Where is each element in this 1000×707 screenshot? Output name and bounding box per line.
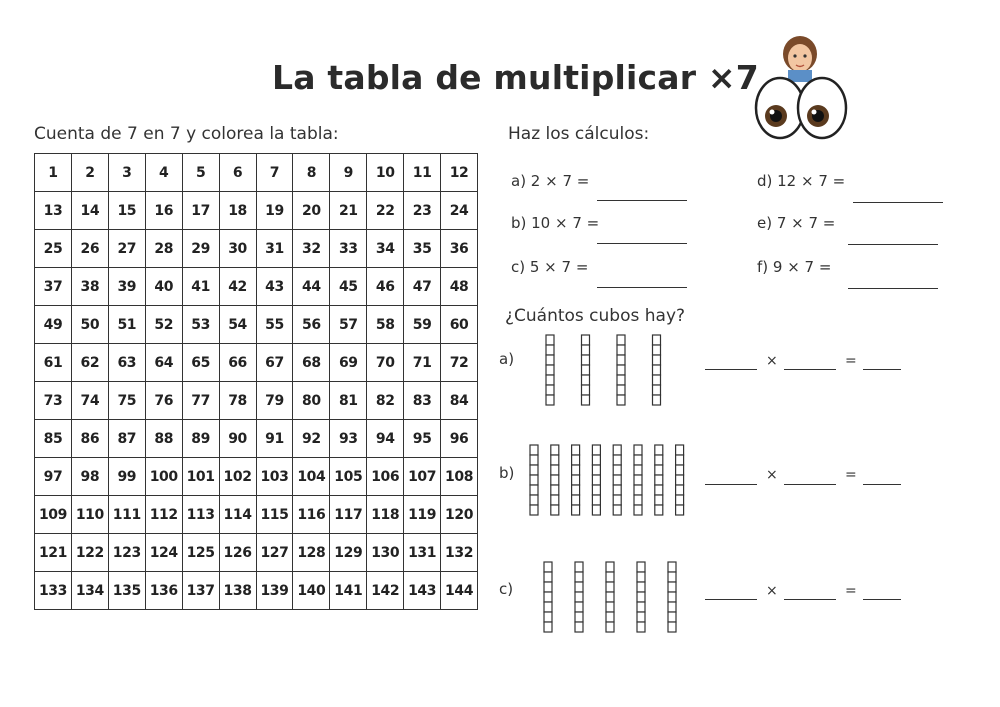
cube bbox=[546, 365, 554, 375]
page-title: La tabla de multiplicar ×7 bbox=[272, 58, 759, 97]
grid-cell[interactable]: 107 bbox=[404, 458, 441, 496]
cube bbox=[530, 485, 538, 495]
cube bbox=[676, 455, 684, 465]
grid-cell[interactable]: 30 bbox=[220, 230, 257, 268]
cube bbox=[613, 475, 621, 485]
cube bbox=[530, 475, 538, 485]
cube bbox=[575, 602, 583, 612]
grid-cell[interactable]: 61 bbox=[35, 344, 72, 382]
cube bbox=[653, 355, 661, 365]
cube bbox=[637, 612, 645, 622]
cube bbox=[637, 562, 645, 572]
grid-cell[interactable]: 101 bbox=[183, 458, 220, 496]
grid-cell[interactable]: 94 bbox=[367, 420, 404, 458]
cube bbox=[668, 592, 676, 602]
grid-cell[interactable]: 47 bbox=[404, 268, 441, 306]
grid-cell[interactable]: 82 bbox=[367, 382, 404, 420]
grid-cell[interactable]: 22 bbox=[367, 192, 404, 230]
cube bbox=[617, 385, 625, 395]
cube bbox=[551, 505, 559, 515]
grid-cell[interactable]: 133 bbox=[35, 572, 72, 610]
cube bbox=[606, 592, 614, 602]
grid-cell[interactable]: 49 bbox=[35, 306, 72, 344]
cube bbox=[546, 395, 554, 405]
cube bbox=[544, 622, 552, 632]
grid-cell[interactable]: 83 bbox=[404, 382, 441, 420]
cube bbox=[613, 495, 621, 505]
grid-cell[interactable]: 114 bbox=[220, 496, 257, 534]
grid-cell[interactable]: 131 bbox=[404, 534, 441, 572]
cube bbox=[653, 345, 661, 355]
cube bbox=[530, 455, 538, 465]
cube bbox=[653, 365, 661, 375]
grid-cell[interactable]: 23 bbox=[404, 192, 441, 230]
grid-cell[interactable]: 39 bbox=[109, 268, 146, 306]
grid-cell[interactable]: 103 bbox=[257, 458, 294, 496]
grid-cell[interactable]: 71 bbox=[404, 344, 441, 382]
cube bbox=[551, 495, 559, 505]
grid-cell[interactable]: 12 bbox=[441, 154, 478, 192]
cube bbox=[546, 355, 554, 365]
grid-cell[interactable]: 36 bbox=[441, 230, 478, 268]
equals-sign-b: = bbox=[845, 467, 857, 483]
cube bbox=[637, 622, 645, 632]
grid-cell[interactable]: 68 bbox=[293, 344, 330, 382]
grid-cell[interactable]: 40 bbox=[146, 268, 183, 306]
grid-cell[interactable]: 63 bbox=[109, 344, 146, 382]
grid-cell[interactable]: 31 bbox=[257, 230, 294, 268]
cube bbox=[634, 455, 642, 465]
grid-cell[interactable]: 6 bbox=[220, 154, 257, 192]
grid-cell[interactable]: 35 bbox=[404, 230, 441, 268]
cube bbox=[530, 495, 538, 505]
grid-cell[interactable]: 43 bbox=[257, 268, 294, 306]
cube bbox=[544, 602, 552, 612]
grid-cell[interactable]: 9 bbox=[330, 154, 367, 192]
cube bbox=[606, 602, 614, 612]
grid-cell[interactable]: 136 bbox=[146, 572, 183, 610]
cube bbox=[546, 375, 554, 385]
grid-cell[interactable]: 69 bbox=[330, 344, 367, 382]
cube bbox=[655, 445, 663, 455]
grid-cell[interactable]: 32 bbox=[293, 230, 330, 268]
grid-cell[interactable]: 54 bbox=[220, 306, 257, 344]
cube bbox=[668, 602, 676, 612]
cube bbox=[606, 612, 614, 622]
cube bbox=[544, 572, 552, 582]
grid-cell[interactable]: 110 bbox=[72, 496, 109, 534]
grid-cell[interactable]: 26 bbox=[72, 230, 109, 268]
grid-cell[interactable]: 135 bbox=[109, 572, 146, 610]
cube bbox=[551, 485, 559, 495]
times-sign-b: × bbox=[766, 467, 778, 483]
grid-cell[interactable]: 29 bbox=[183, 230, 220, 268]
grid-cell[interactable]: 102 bbox=[220, 458, 257, 496]
blank-b-1[interactable] bbox=[705, 484, 757, 485]
grid-cell[interactable]: 21 bbox=[330, 192, 367, 230]
grid-cell[interactable]: 73 bbox=[35, 382, 72, 420]
grid-cell[interactable]: 4 bbox=[146, 154, 183, 192]
cube bbox=[617, 375, 625, 385]
cube bbox=[572, 445, 580, 455]
cube bbox=[655, 455, 663, 465]
grid-cell[interactable]: 132 bbox=[441, 534, 478, 572]
cube bbox=[546, 345, 554, 355]
cube bbox=[592, 475, 600, 485]
grid-cell[interactable]: 65 bbox=[183, 344, 220, 382]
grid-cell[interactable]: 17 bbox=[183, 192, 220, 230]
grid-cell[interactable]: 97 bbox=[35, 458, 72, 496]
blank-a-2[interactable] bbox=[784, 369, 836, 370]
grid-cell[interactable]: 13 bbox=[35, 192, 72, 230]
grid-cell[interactable]: 89 bbox=[183, 420, 220, 458]
cube-row-label-b: b) bbox=[499, 464, 515, 482]
cube bbox=[668, 612, 676, 622]
grid-cell[interactable]: 11 bbox=[404, 154, 441, 192]
cube bbox=[676, 465, 684, 475]
grid-cell[interactable]: 113 bbox=[183, 496, 220, 534]
cube bbox=[637, 592, 645, 602]
grid-cell[interactable]: 34 bbox=[367, 230, 404, 268]
cube bbox=[676, 505, 684, 515]
cube bbox=[676, 445, 684, 455]
grid-cell[interactable]: 99 bbox=[109, 458, 146, 496]
grid-cell[interactable]: 115 bbox=[257, 496, 294, 534]
grid-cell[interactable]: 10 bbox=[367, 154, 404, 192]
problem-d: d) 12 × 7 = bbox=[757, 172, 846, 190]
grid-cell[interactable]: 66 bbox=[220, 344, 257, 382]
cube bbox=[575, 572, 583, 582]
cube bbox=[551, 475, 559, 485]
cube bbox=[653, 385, 661, 395]
cube bbox=[582, 355, 590, 365]
grid-cell[interactable]: 80 bbox=[293, 382, 330, 420]
times-sign-a: × bbox=[766, 353, 778, 369]
cube bbox=[544, 582, 552, 592]
cube bbox=[668, 622, 676, 632]
cube bbox=[655, 495, 663, 505]
grid-cell[interactable]: 41 bbox=[183, 268, 220, 306]
grid-cell[interactable]: 75 bbox=[109, 382, 146, 420]
grid-cell[interactable]: 72 bbox=[441, 344, 478, 382]
cube bbox=[572, 495, 580, 505]
cube bbox=[634, 495, 642, 505]
cube bbox=[572, 455, 580, 465]
grid-cell[interactable]: 37 bbox=[35, 268, 72, 306]
problem-a: a) 2 × 7 = bbox=[511, 172, 590, 190]
cube bbox=[575, 612, 583, 622]
grid-cell[interactable]: 33 bbox=[330, 230, 367, 268]
cube bbox=[592, 445, 600, 455]
grid-cell[interactable]: 14 bbox=[72, 192, 109, 230]
cube bbox=[582, 385, 590, 395]
blank-a-1[interactable] bbox=[705, 369, 757, 370]
grid-cell[interactable]: 123 bbox=[109, 534, 146, 572]
cube bbox=[572, 475, 580, 485]
cube bbox=[530, 445, 538, 455]
grid-cell[interactable]: 27 bbox=[109, 230, 146, 268]
cube bbox=[582, 335, 590, 345]
grid-cell[interactable]: 70 bbox=[367, 344, 404, 382]
cube bbox=[613, 465, 621, 475]
grid-cell[interactable]: 104 bbox=[293, 458, 330, 496]
grid-cell[interactable]: 111 bbox=[109, 496, 146, 534]
grid-cell[interactable]: 92 bbox=[293, 420, 330, 458]
cube bbox=[592, 505, 600, 515]
cube-row-label-c: c) bbox=[499, 580, 514, 598]
grid-cell[interactable]: 58 bbox=[367, 306, 404, 344]
cube bbox=[634, 485, 642, 495]
cube bbox=[668, 562, 676, 572]
cube bbox=[592, 485, 600, 495]
grid-cell[interactable]: 44 bbox=[293, 268, 330, 306]
cube bbox=[655, 505, 663, 515]
cube bbox=[634, 475, 642, 485]
cube bbox=[575, 622, 583, 632]
blank-a-3[interactable] bbox=[863, 369, 901, 370]
grid-cell[interactable]: 134 bbox=[72, 572, 109, 610]
blank-b-3[interactable] bbox=[863, 484, 901, 485]
grid-cell[interactable]: 2 bbox=[72, 154, 109, 192]
cube bbox=[544, 592, 552, 602]
grid-cell[interactable]: 76 bbox=[146, 382, 183, 420]
cube bbox=[655, 485, 663, 495]
cube bbox=[530, 505, 538, 515]
cube bbox=[551, 445, 559, 455]
cube bbox=[592, 455, 600, 465]
grid-cell[interactable]: 38 bbox=[72, 268, 109, 306]
problem-f: f) 9 × 7 = bbox=[757, 258, 832, 276]
grid-cell[interactable]: 86 bbox=[72, 420, 109, 458]
grid-cell[interactable]: 100 bbox=[146, 458, 183, 496]
grid-cell[interactable]: 95 bbox=[404, 420, 441, 458]
grid-cell[interactable]: 119 bbox=[404, 496, 441, 534]
grid-cell[interactable]: 15 bbox=[109, 192, 146, 230]
grid-cell[interactable]: 91 bbox=[257, 420, 294, 458]
grid-cell[interactable]: 52 bbox=[146, 306, 183, 344]
grid-cell[interactable]: 121 bbox=[35, 534, 72, 572]
grid-cell[interactable]: 81 bbox=[330, 382, 367, 420]
problem-b: b) 10 × 7 = bbox=[511, 214, 600, 232]
cube bbox=[546, 335, 554, 345]
cube bbox=[572, 465, 580, 475]
grid-cell[interactable]: 120 bbox=[441, 496, 478, 534]
grid-cell[interactable]: 18 bbox=[220, 192, 257, 230]
cube bbox=[582, 375, 590, 385]
grid-cell[interactable]: 19 bbox=[257, 192, 294, 230]
blank-b-2[interactable] bbox=[784, 484, 836, 485]
cube bbox=[572, 485, 580, 495]
grid-cell[interactable]: 126 bbox=[220, 534, 257, 572]
cube bbox=[582, 395, 590, 405]
blank-c-3[interactable] bbox=[863, 599, 901, 600]
grid-cell[interactable]: 62 bbox=[72, 344, 109, 382]
grid-cell[interactable]: 129 bbox=[330, 534, 367, 572]
grid-cell[interactable]: 67 bbox=[257, 344, 294, 382]
cube bbox=[530, 465, 538, 475]
cube bbox=[617, 335, 625, 345]
grid-cell[interactable]: 138 bbox=[220, 572, 257, 610]
cube bbox=[575, 562, 583, 572]
cube bbox=[613, 485, 621, 495]
cube bbox=[606, 562, 614, 572]
cube bbox=[544, 562, 552, 572]
grid-cell[interactable]: 45 bbox=[330, 268, 367, 306]
cube bbox=[613, 455, 621, 465]
grid-cell[interactable]: 118 bbox=[367, 496, 404, 534]
grid-cell[interactable]: 84 bbox=[441, 382, 478, 420]
cubes-title: ¿Cuántos cubos hay? bbox=[505, 306, 686, 326]
grid-cell[interactable]: 140 bbox=[293, 572, 330, 610]
calculations-title: Haz los cálculos: bbox=[508, 124, 650, 144]
grid-cell[interactable]: 20 bbox=[293, 192, 330, 230]
cube bbox=[572, 505, 580, 515]
grid-cell[interactable]: 7 bbox=[257, 154, 294, 192]
grid-cell[interactable]: 51 bbox=[109, 306, 146, 344]
cube bbox=[653, 395, 661, 405]
grid-cell[interactable]: 78 bbox=[220, 382, 257, 420]
problem-e: e) 7 × 7 = bbox=[757, 214, 836, 232]
grid-cell[interactable]: 87 bbox=[109, 420, 146, 458]
grid-cell[interactable]: 141 bbox=[330, 572, 367, 610]
cube bbox=[575, 582, 583, 592]
cube bbox=[634, 505, 642, 515]
cube bbox=[676, 485, 684, 495]
cube bbox=[592, 495, 600, 505]
grid-cell[interactable]: 112 bbox=[146, 496, 183, 534]
grid-cell[interactable]: 117 bbox=[330, 496, 367, 534]
grid-cell[interactable]: 106 bbox=[367, 458, 404, 496]
grid-cell[interactable]: 128 bbox=[293, 534, 330, 572]
grid-instruction: Cuenta de 7 en 7 y colorea la tabla: bbox=[34, 124, 339, 144]
grid-cell[interactable]: 3 bbox=[109, 154, 146, 192]
cube-row-label-a: a) bbox=[499, 350, 515, 368]
cube bbox=[655, 475, 663, 485]
grid-cell[interactable]: 142 bbox=[367, 572, 404, 610]
cube bbox=[606, 572, 614, 582]
cube bbox=[544, 612, 552, 622]
grid-cell[interactable]: 56 bbox=[293, 306, 330, 344]
grid-cell[interactable]: 55 bbox=[257, 306, 294, 344]
grid-cell[interactable]: 16 bbox=[146, 192, 183, 230]
grid-cell[interactable]: 85 bbox=[35, 420, 72, 458]
grid-cell[interactable]: 50 bbox=[72, 306, 109, 344]
cube bbox=[668, 572, 676, 582]
cube bbox=[634, 445, 642, 455]
grid-cell[interactable]: 144 bbox=[441, 572, 478, 610]
grid-cell[interactable]: 93 bbox=[330, 420, 367, 458]
grid-cell[interactable]: 46 bbox=[367, 268, 404, 306]
grid-cell[interactable]: 130 bbox=[367, 534, 404, 572]
cube bbox=[606, 582, 614, 592]
problem-c: c) 5 × 7 = bbox=[511, 258, 589, 276]
grid-cell[interactable]: 88 bbox=[146, 420, 183, 458]
grid-cell[interactable]: 60 bbox=[441, 306, 478, 344]
grid-cell[interactable]: 42 bbox=[220, 268, 257, 306]
grid-cell[interactable]: 5 bbox=[183, 154, 220, 192]
cube bbox=[592, 465, 600, 475]
cube bbox=[613, 445, 621, 455]
cube bbox=[676, 495, 684, 505]
grid-cell[interactable]: 74 bbox=[72, 382, 109, 420]
grid-cell[interactable]: 108 bbox=[441, 458, 478, 496]
times-sign-c: × bbox=[766, 583, 778, 599]
grid-cell[interactable]: 122 bbox=[72, 534, 109, 572]
cube bbox=[653, 375, 661, 385]
cube bbox=[551, 455, 559, 465]
grid-cell[interactable]: 64 bbox=[146, 344, 183, 382]
cube bbox=[637, 582, 645, 592]
grid-cell[interactable]: 124 bbox=[146, 534, 183, 572]
cube bbox=[582, 365, 590, 375]
grid-cell[interactable]: 79 bbox=[257, 382, 294, 420]
cube bbox=[617, 395, 625, 405]
grid-cell[interactable]: 105 bbox=[330, 458, 367, 496]
cube bbox=[655, 465, 663, 475]
grid-cell[interactable]: 1 bbox=[35, 154, 72, 192]
grid-cell[interactable]: 57 bbox=[330, 306, 367, 344]
grid-cell[interactable]: 90 bbox=[220, 420, 257, 458]
grid-cell[interactable]: 137 bbox=[183, 572, 220, 610]
equals-sign-c: = bbox=[845, 583, 857, 599]
cube bbox=[617, 365, 625, 375]
grid-cell[interactable]: 28 bbox=[146, 230, 183, 268]
cube bbox=[546, 385, 554, 395]
grid-cell[interactable]: 8 bbox=[293, 154, 330, 192]
grid-cell[interactable]: 24 bbox=[441, 192, 478, 230]
cube bbox=[575, 592, 583, 602]
cube bbox=[606, 622, 614, 632]
cube bbox=[617, 345, 625, 355]
grid-cell[interactable]: 96 bbox=[441, 420, 478, 458]
cube bbox=[634, 465, 642, 475]
cube bbox=[582, 345, 590, 355]
blank-c-1[interactable] bbox=[705, 599, 757, 600]
cube bbox=[617, 355, 625, 365]
grid-cell[interactable]: 143 bbox=[404, 572, 441, 610]
equals-sign-a: = bbox=[845, 353, 857, 369]
grid-cell[interactable]: 139 bbox=[257, 572, 294, 610]
cube bbox=[551, 465, 559, 475]
grid-cell[interactable]: 59 bbox=[404, 306, 441, 344]
grid-cell[interactable]: 98 bbox=[72, 458, 109, 496]
cube bbox=[676, 475, 684, 485]
grid-cell[interactable]: 116 bbox=[293, 496, 330, 534]
grid-cell[interactable]: 25 bbox=[35, 230, 72, 268]
grid-cell[interactable]: 109 bbox=[35, 496, 72, 534]
cube bbox=[653, 335, 661, 345]
grid-cell[interactable]: 53 bbox=[183, 306, 220, 344]
cube bbox=[668, 582, 676, 592]
grid-cell[interactable]: 77 bbox=[183, 382, 220, 420]
blank-c-2[interactable] bbox=[784, 599, 836, 600]
cube bbox=[613, 505, 621, 515]
grid-cell[interactable]: 125 bbox=[183, 534, 220, 572]
grid-cell[interactable]: 48 bbox=[441, 268, 478, 306]
cube bbox=[637, 572, 645, 582]
grid-cell[interactable]: 127 bbox=[257, 534, 294, 572]
cube bbox=[637, 602, 645, 612]
